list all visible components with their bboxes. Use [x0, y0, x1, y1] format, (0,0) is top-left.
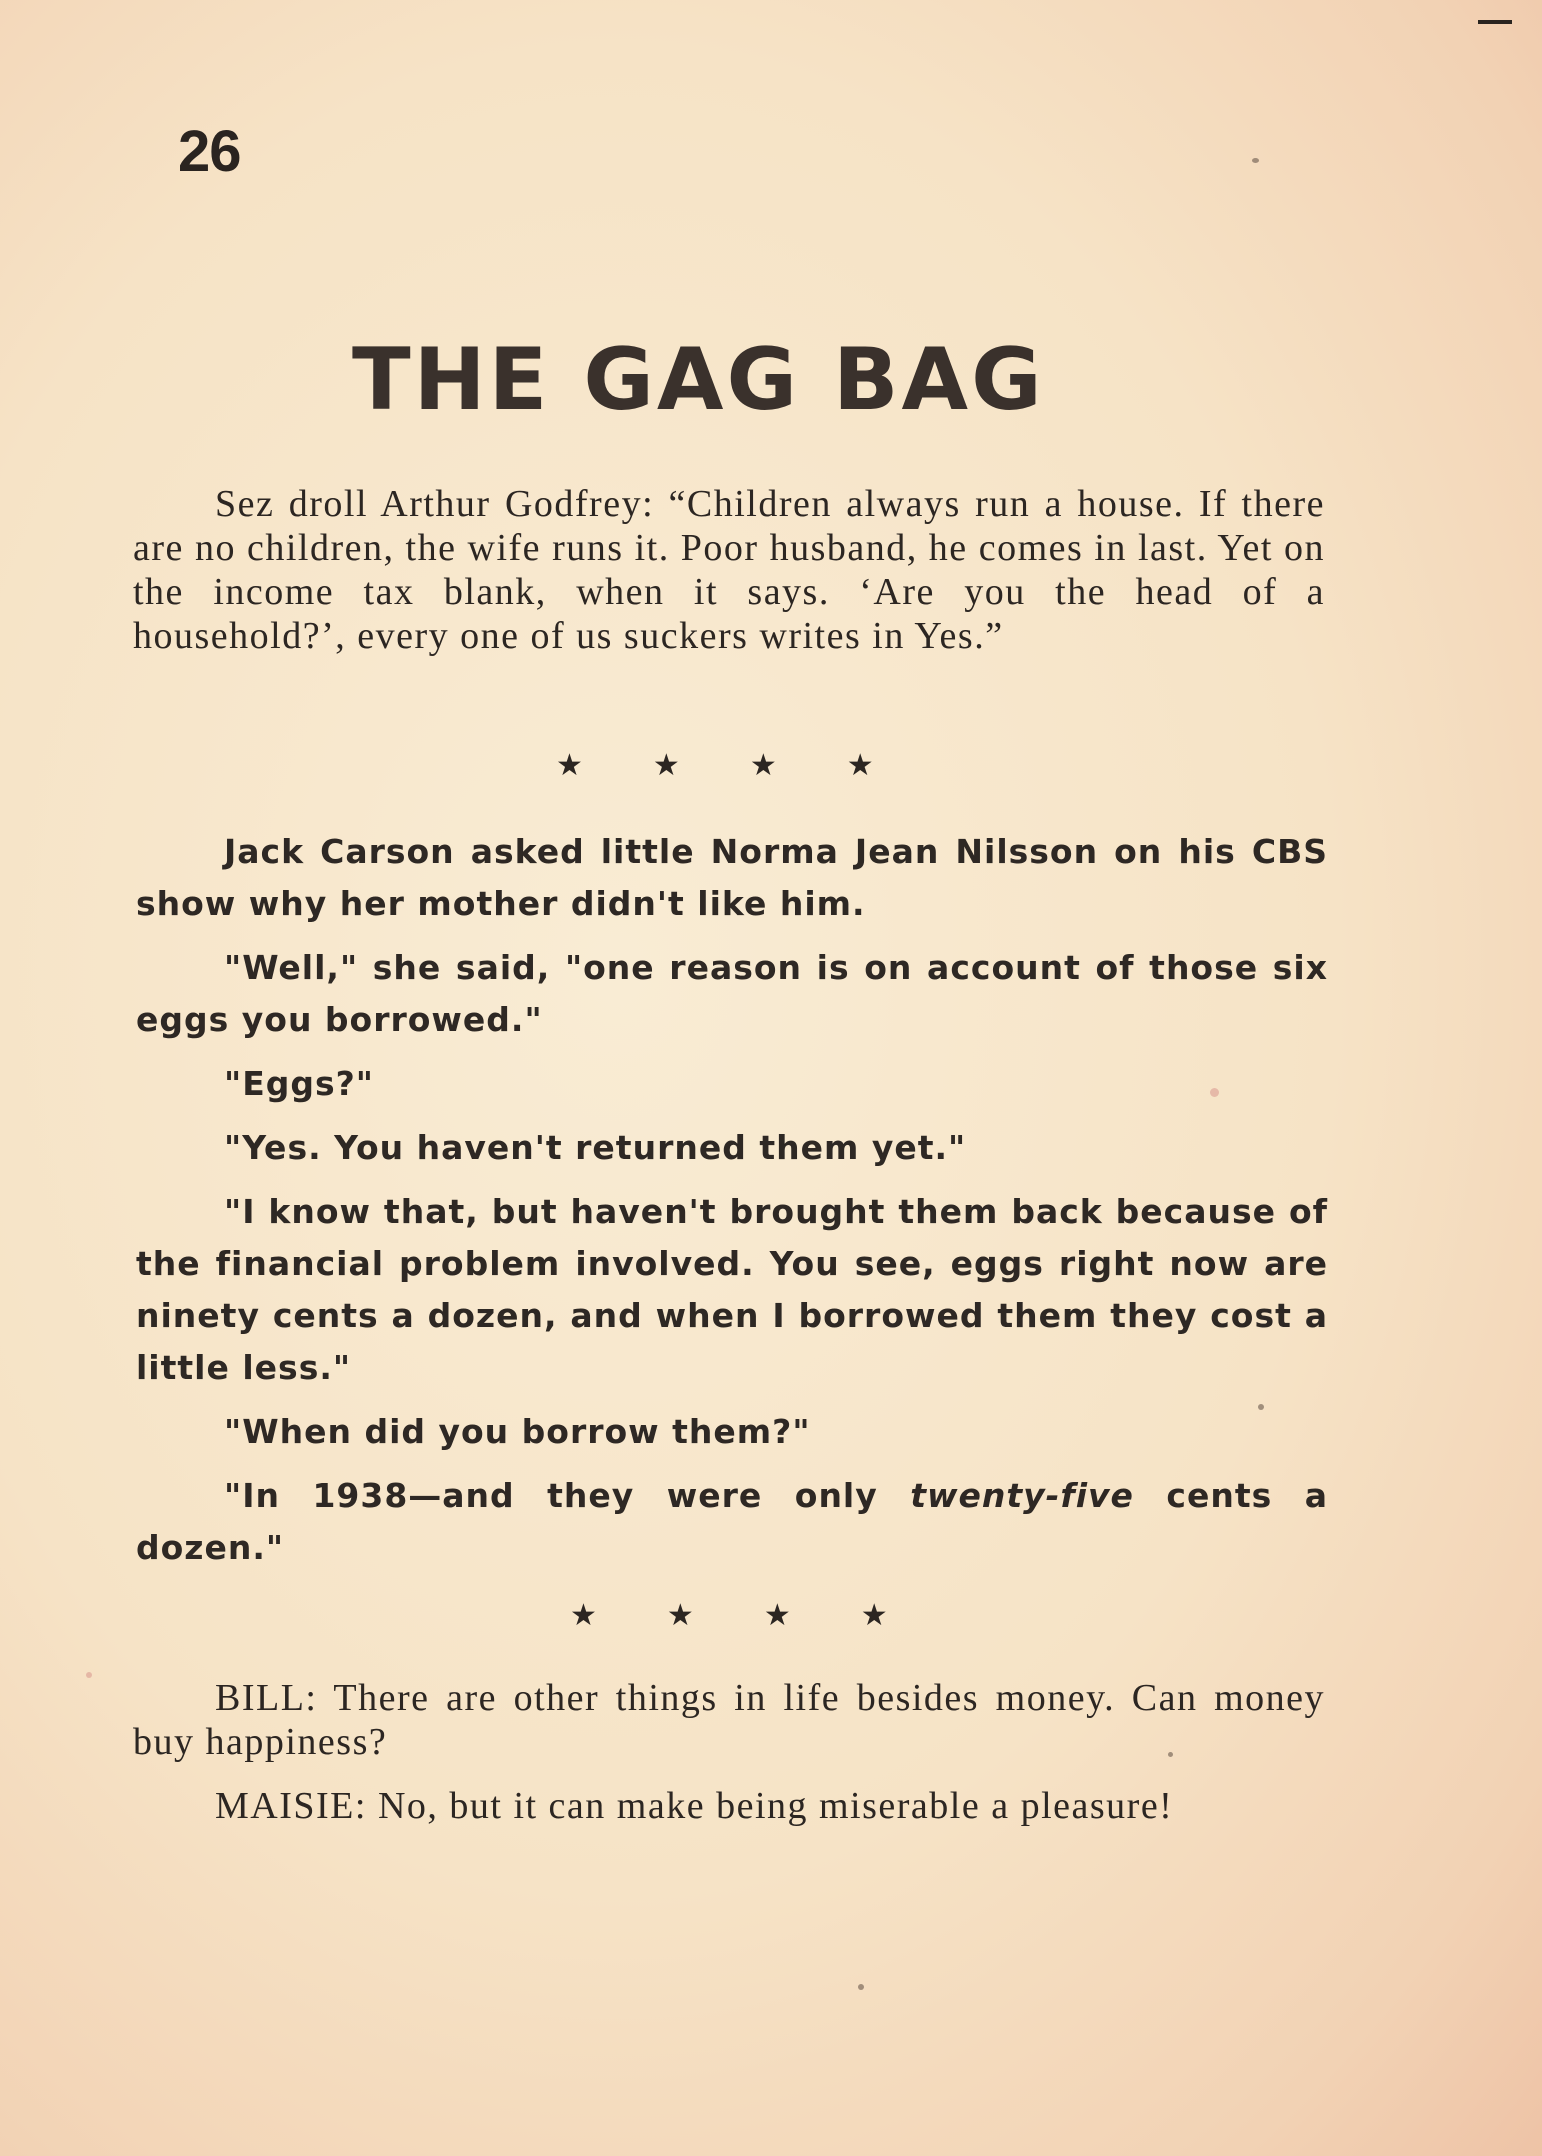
paper-speck [1252, 158, 1259, 163]
godfrey-joke-text: Sez droll Arthur Godfrey: “Children always run a house. If there are no children, the wife runs it. Poor husband, he comes in last. Yet on the income tax blank, when it says. ‘Are you the head of a household?’, every one of us suckers writes in Yes.” [133, 483, 1325, 657]
carson-final-line [136, 1470, 1328, 1574]
page-title: THE GAG BAG [352, 330, 1045, 430]
carson-paragraph: "Eggs?" [224, 1064, 374, 1103]
carson-paragraph: Jack Carson asked little Norma Jean Nilsson on his CBS show why her mother didn't like him. [136, 832, 1328, 923]
star-icon: ★ [570, 1598, 597, 1633]
godfrey-joke [133, 482, 1325, 658]
carson-paragraph: "Well," she said, "one reason is on account of those six eggs you borrowed." [136, 948, 1328, 1039]
bill-line: BILL: There are other things in life besides money. Can money buy happiness? [133, 1677, 1325, 1763]
carson-joke [136, 826, 1328, 1574]
paper-speck [1210, 1088, 1219, 1097]
final-line-emphasis: twenty-five [910, 1476, 1134, 1515]
carson-paragraph: "Yes. You haven't returned them yet." [224, 1128, 967, 1167]
star-icon: ★ [652, 748, 680, 783]
paper-speck [1258, 1404, 1264, 1410]
star-icon: ★ [749, 748, 777, 783]
maisie-line: MAISIE: No, but it can make being miserable a pleasure! [215, 1785, 1174, 1827]
star-separator-2 [570, 1598, 888, 1633]
paper-speck [1168, 1752, 1173, 1757]
corner-mark [1478, 20, 1512, 24]
paper-speck [86, 1672, 92, 1678]
star-icon: ★ [666, 1598, 694, 1633]
star-icon: ★ [556, 748, 583, 783]
final-line-end: cents a dozen." [136, 1476, 1328, 1567]
star-icon: ★ [763, 1598, 791, 1633]
star-separator-1 [556, 748, 874, 783]
bill-maisie-joke [133, 1676, 1325, 1828]
carson-paragraph: "I know that, but haven't brought them back because of the financial problem involved. You see, eggs right now are ninety cents a dozen, and when I borrowed them they cost a little less." [136, 1192, 1328, 1387]
carson-paragraph: "When did you borrow them?" [224, 1412, 811, 1451]
final-line-start: "In 1938—and they were only [224, 1476, 911, 1515]
paper-speck [858, 1984, 864, 1990]
star-icon: ★ [860, 1598, 888, 1633]
page-number: 26 [178, 119, 241, 184]
star-icon: ★ [846, 748, 874, 783]
